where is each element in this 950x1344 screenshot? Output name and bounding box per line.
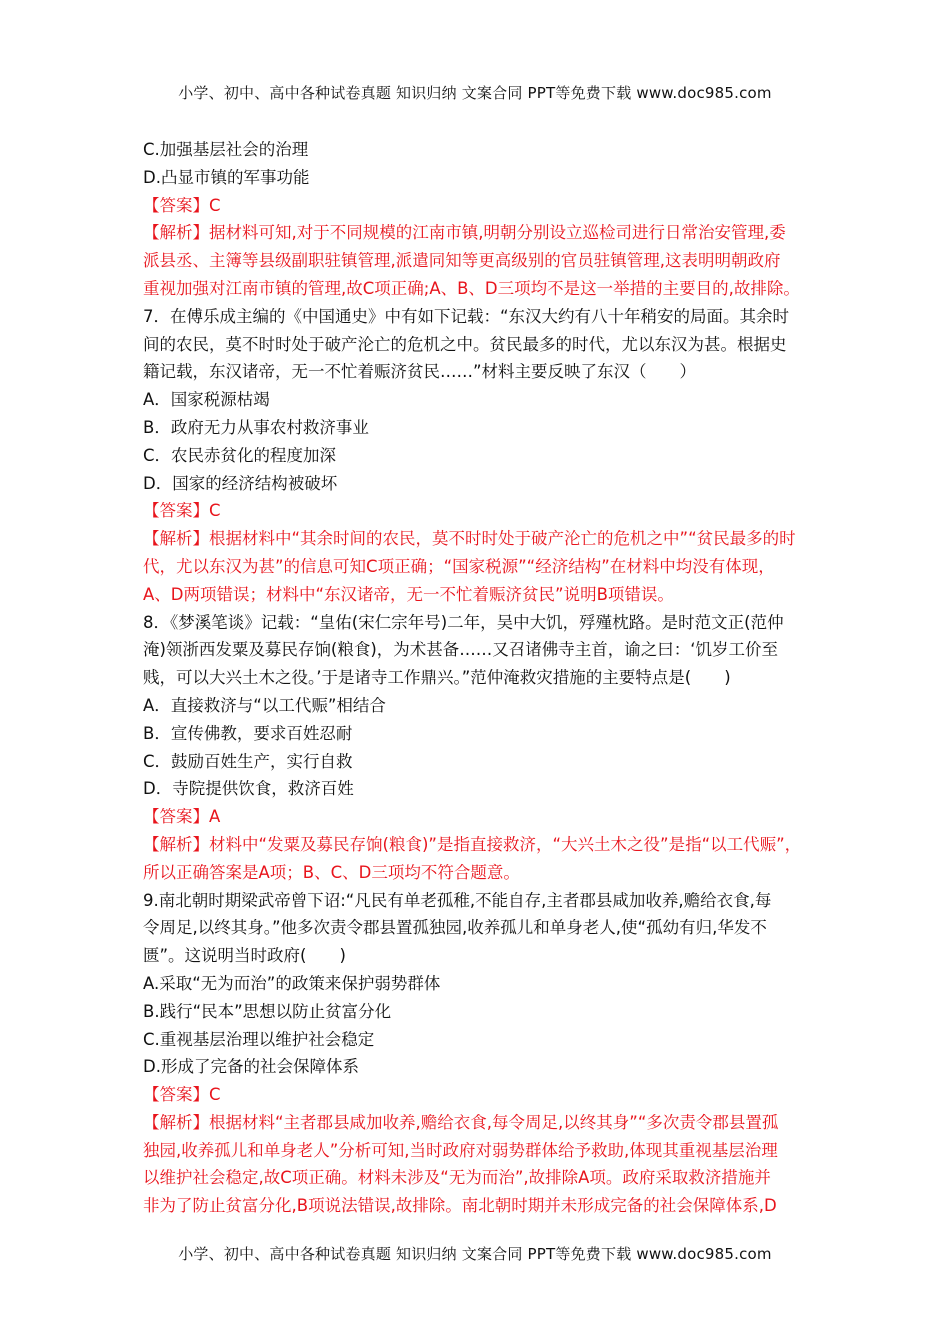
question-line: 令周足,以终其身。”他多次责令郡县置孤独园,收养孤儿和单身老人,使“孤幼有归,华发不 bbox=[143, 918, 767, 938]
answer-line: 以维护社会稳定,故C项正确。材料未涉及“无为而治”,故排除A项。政府采取救济措施并 bbox=[143, 1168, 771, 1188]
answer-line: 【解析】根据材料“主者郡县咸加收养,赡给衣食,每令周足,以终其身”“多次责令郡县置孤 bbox=[143, 1112, 779, 1132]
answer-line: 【解析】材料中“发粟及募民存饷(粮食)”是指直接救济，“大兴土木之役”是指“以工代赈”， bbox=[143, 834, 802, 854]
question-line: D.形成了完备的社会保障体系 bbox=[143, 1057, 359, 1077]
answer-line: 派县丞、主簿等县级副职驻镇管理,派遣同知等更高级别的官员驻镇管理,这表明明朝政府 bbox=[143, 251, 781, 271]
answer-line: 所以正确答案是A项；B、C、D三项均不符合题意。 bbox=[143, 862, 520, 882]
answer-line: 【答案】C bbox=[143, 501, 221, 521]
question-line: 间的农民，莫不时时处于破产沦亡的危机之中。贫民最多的时代，尤以东汉为甚。根据史 bbox=[143, 334, 787, 354]
question-line: C.重视基层治理以维护社会稳定 bbox=[143, 1029, 375, 1049]
question-line: C.加强基层社会的治理 bbox=[143, 140, 309, 159]
answer-line: 【答案】C bbox=[143, 195, 221, 215]
answer-line: 【答案】A bbox=[143, 807, 221, 827]
answer-line: 代，尤以东汉为甚”的信息可知C项正确；“国家税源”“经济结构”在材料中均没有体现， bbox=[143, 556, 775, 576]
answer-line: A、D两项错误；材料中“东汉诸帝，无一不忙着赈济贫民”说明B项错误。 bbox=[143, 584, 674, 604]
question-line: B．宣传佛教，要求百姓忍耐 bbox=[143, 723, 353, 743]
answer-line: 重视加强对江南市镇的管理,故C项正确;A、B、D三项均不是这一举措的主要目的,故排除。 bbox=[143, 278, 800, 298]
page-footer: 小学、初中、高中各种试卷真题 知识归纳 文案合同 PPT等免费下载 www.doc985.com bbox=[178, 1245, 772, 1263]
question-line: 籍记载，东汉诸帝，无一不忙着赈济贫民……”材料主要反映了东汉（ ） bbox=[143, 362, 697, 382]
question-line: D．寺院提供饮食，救济百姓 bbox=[143, 779, 354, 799]
question-line: 淹)领浙西发粟及募民存饷(粮食)，为术甚备……又召诸佛寺主首，谕之曰：‘饥岁工价至 bbox=[143, 640, 779, 660]
question-line: 9.南北朝时期梁武帝曾下诏:“凡民有单老孤稚,不能自存,主者郡县咸加收养,赡给衣食,每 bbox=[143, 890, 772, 910]
question-line: B.践行“民本”思想以防止贫富分化 bbox=[143, 1001, 392, 1021]
question-line: A．直接救济与“以工代赈”相结合 bbox=[143, 695, 386, 715]
question-line: 匮”。这说明当时政府( ) bbox=[143, 946, 346, 966]
answer-line: 【解析】据材料可知,对于不同规模的江南市镇,明朝分别设立巡检司进行日常治安管理,委 bbox=[143, 223, 786, 243]
question-line: A.采取“无为而治”的政策来保护弱势群体 bbox=[143, 973, 441, 993]
question-line: B．政府无力从事农村救济事业 bbox=[143, 417, 369, 437]
question-line: D．国家的经济结构被破坏 bbox=[143, 473, 338, 493]
question-line: A．国家税源枯竭 bbox=[143, 390, 270, 410]
document-body bbox=[143, 136, 807, 1220]
page-header: 小学、初中、高中各种试卷真题 知识归纳 文案合同 PPT等免费下载 www.doc985.com bbox=[178, 84, 772, 102]
question-line: D.凸显市镇的军事功能 bbox=[143, 167, 310, 187]
question-line: 7．在傅乐成主编的《中国通史》中有如下记载：“东汉大约有八十年稍安的局面。其余时 bbox=[143, 306, 790, 326]
question-line: 贱，可以大兴土木之役。’于是诸寺工作鼎兴。”范仲淹救灾措施的主要特点是( ) bbox=[143, 668, 731, 688]
answer-line: 【答案】C bbox=[143, 1085, 221, 1105]
question-line: C．农民赤贫化的程度加深 bbox=[143, 445, 337, 465]
answer-line: 独园,收养孤儿和单身老人”分析可知,当时政府对弱势群体给予救助,体现其重视基层治理 bbox=[143, 1140, 778, 1160]
answer-line: 非为了防止贫富分化,B项说法错误,故排除。南北朝时期并未形成完备的社会保障体系,D bbox=[143, 1196, 777, 1216]
question-line: C．鼓励百姓生产，实行自救 bbox=[143, 751, 353, 771]
answer-line: 【解析】根据材料中“其余时间的农民，莫不时时处于破产沦亡的危机之中”“贫民最多的时 bbox=[143, 529, 796, 549]
question-line: 8．《梦溪笔谈》记载：“皇佑(宋仁宗年号)二年，吴中大饥，殍殣枕路。是时范文正(范仲 bbox=[143, 612, 784, 632]
